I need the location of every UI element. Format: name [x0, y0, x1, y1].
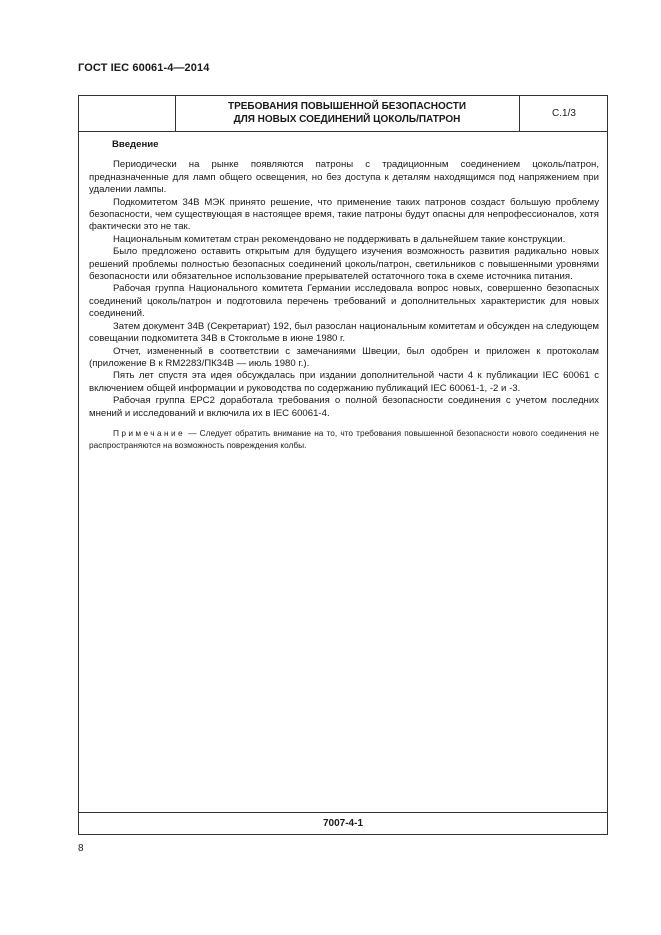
- standard-designation: ГОСТ IEC 60061-4—2014: [78, 62, 210, 74]
- paragraph: Затем документ 34В (Секретариат) 192, был разослан национальным комитетам и обсужден на следующем совещании подкомитета 34В в Стокгольме в июне 1980 г.: [89, 320, 599, 345]
- section-heading: Введение: [112, 139, 159, 150]
- sheet-content: [89, 139, 599, 451]
- note-label: Примечание: [113, 427, 186, 438]
- page-number: 8: [78, 843, 84, 854]
- paragraph: Периодически на рынке появляются патроны с традиционным соединением цоколь/патрон, предназначенные для ламп общего освещения, но без доступа к деталям находящимся под напряжением при удалении лампы.: [89, 159, 599, 196]
- sheet-code: С.1/3: [552, 108, 576, 119]
- sheet-title: [175, 96, 520, 131]
- paragraph: Было предложено оставить открытым для будущего изучения возможность развития радикально новых решений проблемы полностью безопасных соединений цоколь/патрон, светильников с повышенными уровнями безопасности или обязательное использование прерывателей остаточного тока в схеме источника питания.: [89, 246, 599, 283]
- standard-sheet: [78, 95, 608, 835]
- sheet-header: [79, 96, 607, 132]
- paragraph: Подкомитетом 34В МЭК принято решение, что применение таких патронов создаст большую проблему безопасности, чем существующая в настоящее время, такие патроны будут опасны для непрофессионалов, хотя фактически это не так.: [89, 196, 599, 233]
- paragraph: Пять лет спустя эта идея обсуждалась при издании дополнительной части 4 к публикации IEC 60061 с включением общей информации и руководства по содержанию публикаций IEC 60061-1, -2 и -3.: [89, 370, 599, 394]
- note-text: — Следует обратить внимание на то, что требования повышенной безопасности нового соединения не распространяются на возможность повреждения колбы.: [89, 427, 599, 450]
- paragraph: Рабочая группа ЕРС2 доработала требования о полной безопасности соединения с учетом последних мнений и исследований и включила их в IEC 60061-4.: [89, 395, 599, 419]
- note: [89, 427, 599, 451]
- header-blank-cell: [79, 96, 176, 131]
- paragraph: Отчет, измененный в соответствии с замечаниями Швеции, был одобрен и приложен к протоколам (приложение В к RM2283/ПК34В — июль 1980 г.).: [89, 345, 599, 369]
- paragraph: Рабочая группа Национального комитета Германии исследовала вопрос новых, совершенно безопасных соединений цоколь/патрон и подготовила перечень требований и дополнительных характеристик для новых соединений.: [89, 283, 599, 320]
- paragraph: Национальным комитетам стран рекомендовано не поддерживать в дальнейшем такие конструкции.: [113, 233, 566, 245]
- sheet-title-line-2: ДЛЯ НОВЫХ СОЕДИНЕНИЙ ЦОКОЛЬ/ПАТРОН: [233, 113, 461, 125]
- sheet-number: 7007-4-1: [79, 812, 607, 834]
- sheet-title-line-1: ТРЕБОВАНИЯ ПОВЫШЕННОЙ БЕЗОПАСНОСТИ: [227, 101, 467, 112]
